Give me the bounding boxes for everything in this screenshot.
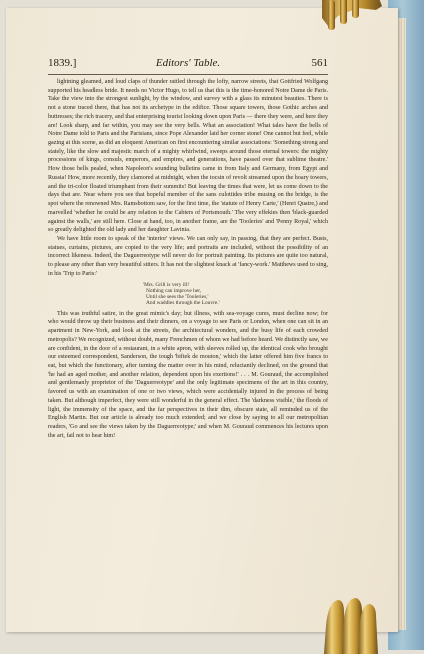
running-header	[48, 57, 328, 73]
paragraph: lightning gleamed, and loud claps of thunder rattled through the lofty, narrow streets, that Gottfried Wolfgang supported his headless bride. It needs no Victor Hugo, to tell us that this is the time-honored Notre Dame de Paris. Take the view into the strongest sunlight, by the window, and survey with a glass its minutest beauties. There is not a stone traced there, that has not its archetype in the edifice. Those square towers, those Gothic arches and buttresses; the rich tracery, and that enterprising tourist looking down upon Paris — there they were, and here they are! Look sharp, and far within, you may see the very bells. What an association! What tales have the bells of Notre Dame told to Paris and the Parisians, since Pope Alexander laid her corner stone! One cannot but feel, while gazing at this scene, as did an eloquent American on first encountering similar associations: 'Something strong and stately, like the slow and majestic march of a mighty whirlwind, sweeps around those eternal towers: the mighty processions of kings, consuls, emperors, and empires, and generations, have passed over that sublime theatre.' How those bells pealed, when Napoleon's sounding bulletins came in from Italy and Germany, from Egypt and Russia! How, more recently, they clamored at midnight, when the tocsin of revolt streamed upon the hoary towers, and the tri-color floated triumphant from their summits! But leaving the times that were, let us come down to the days that are. Near where you see that hopeful member of the sans culottides tribe musing on the bridge, is the spot where the renowned Mrs. Ramsbottom saw, for the first time, the 'statute of Henry Carte,' (Henri Quatre,) and marvelled 'whether he could be any relation to the Cabters of Portsmouth.' The very effekies then 'black-guarded against the walls,' are still here. Close at hand, too, in another frame, are the 'Tooleries' and 'Penny Royal,' which so greatly delighted the old lady and her daughter Lavinia.	[48, 79, 328, 234]
page-body	[48, 78, 328, 441]
verse-line: Until she sees the 'Tooleries,'	[146, 294, 209, 301]
verse-line: And waddles through the Louvre.'	[146, 300, 220, 307]
header-rule	[48, 74, 328, 75]
header-title: Editors' Table.	[155, 57, 221, 69]
gold-binder-clip-icon	[316, 596, 384, 654]
paragraph: This was truthful satire, in the great mimic's day; but illness, with sea-voyage cures, must decline now; for who would throw up their business and their dinners, on a voyage to see Paris or London, when one can sit in an apartment in New-York, and look at the streets, the architectural wonders, and the busy life of each crowded metropolis? We recognized, without doubt, many Frenchmen of whom we had before heard. We distinctly saw, we are confident, in the door of a restaurant, in a white apron, with sleeves rolled up, the identical cook who brought our esteemed correspondent, Sanderson, the tough 'biftek de mouton,' which the latter offered him five francs to eat, but which the functionary, after turning the matter over in his mind, reluctantly declined, on the ground that 'he had an aged mother, and another relation, dependent upon his exertions!' . . . M. Gouraud, the accomplished and gentlemanly proprietor of the 'Daguerreotype' and the only legitimate specimens of the art in this country, favored us with an examination of one or two views, which were accidentally injured in the process of being taken. But although imperfect, they were still wonderful in the general effect. The 'darkness visible,' the floods of light, the immensity of the space, and the far perspectives in their dim, obscure state, all reminded us of the English Martin. But our article is already too much extended; and we close by saying to all our metropolitan readers, 'Go and see the views taken by the Daguerreotype;' and when M. Gouraud commences his lectures upon the art, fail not to hear him!	[48, 310, 328, 439]
page-number: 561	[311, 57, 328, 69]
gold-binder-clip-icon	[318, 0, 386, 42]
paragraph: We have little room to speak of the 'interior' views. We can only say, in passing, that they are perfect. Busts, statues, curtains, pictures, are copied to the very life; and portraits are included, without the possibility of an incorrect likeness. Indeed, the Daguerreotype will never do for portrait painting. Its pictures are quite too natural, to please any other than very beautiful sitters. It has not the slightest knack at 'fancy-work.' Matthews used to sing, in his 'Trip to Paris:'	[48, 235, 328, 277]
verse-line: Nothing can improve her,	[146, 287, 202, 294]
verse-quote	[48, 282, 328, 307]
verse-line: 'Mrs. Grill is very ill!	[143, 281, 190, 288]
header-year: 1839.]	[48, 57, 77, 69]
